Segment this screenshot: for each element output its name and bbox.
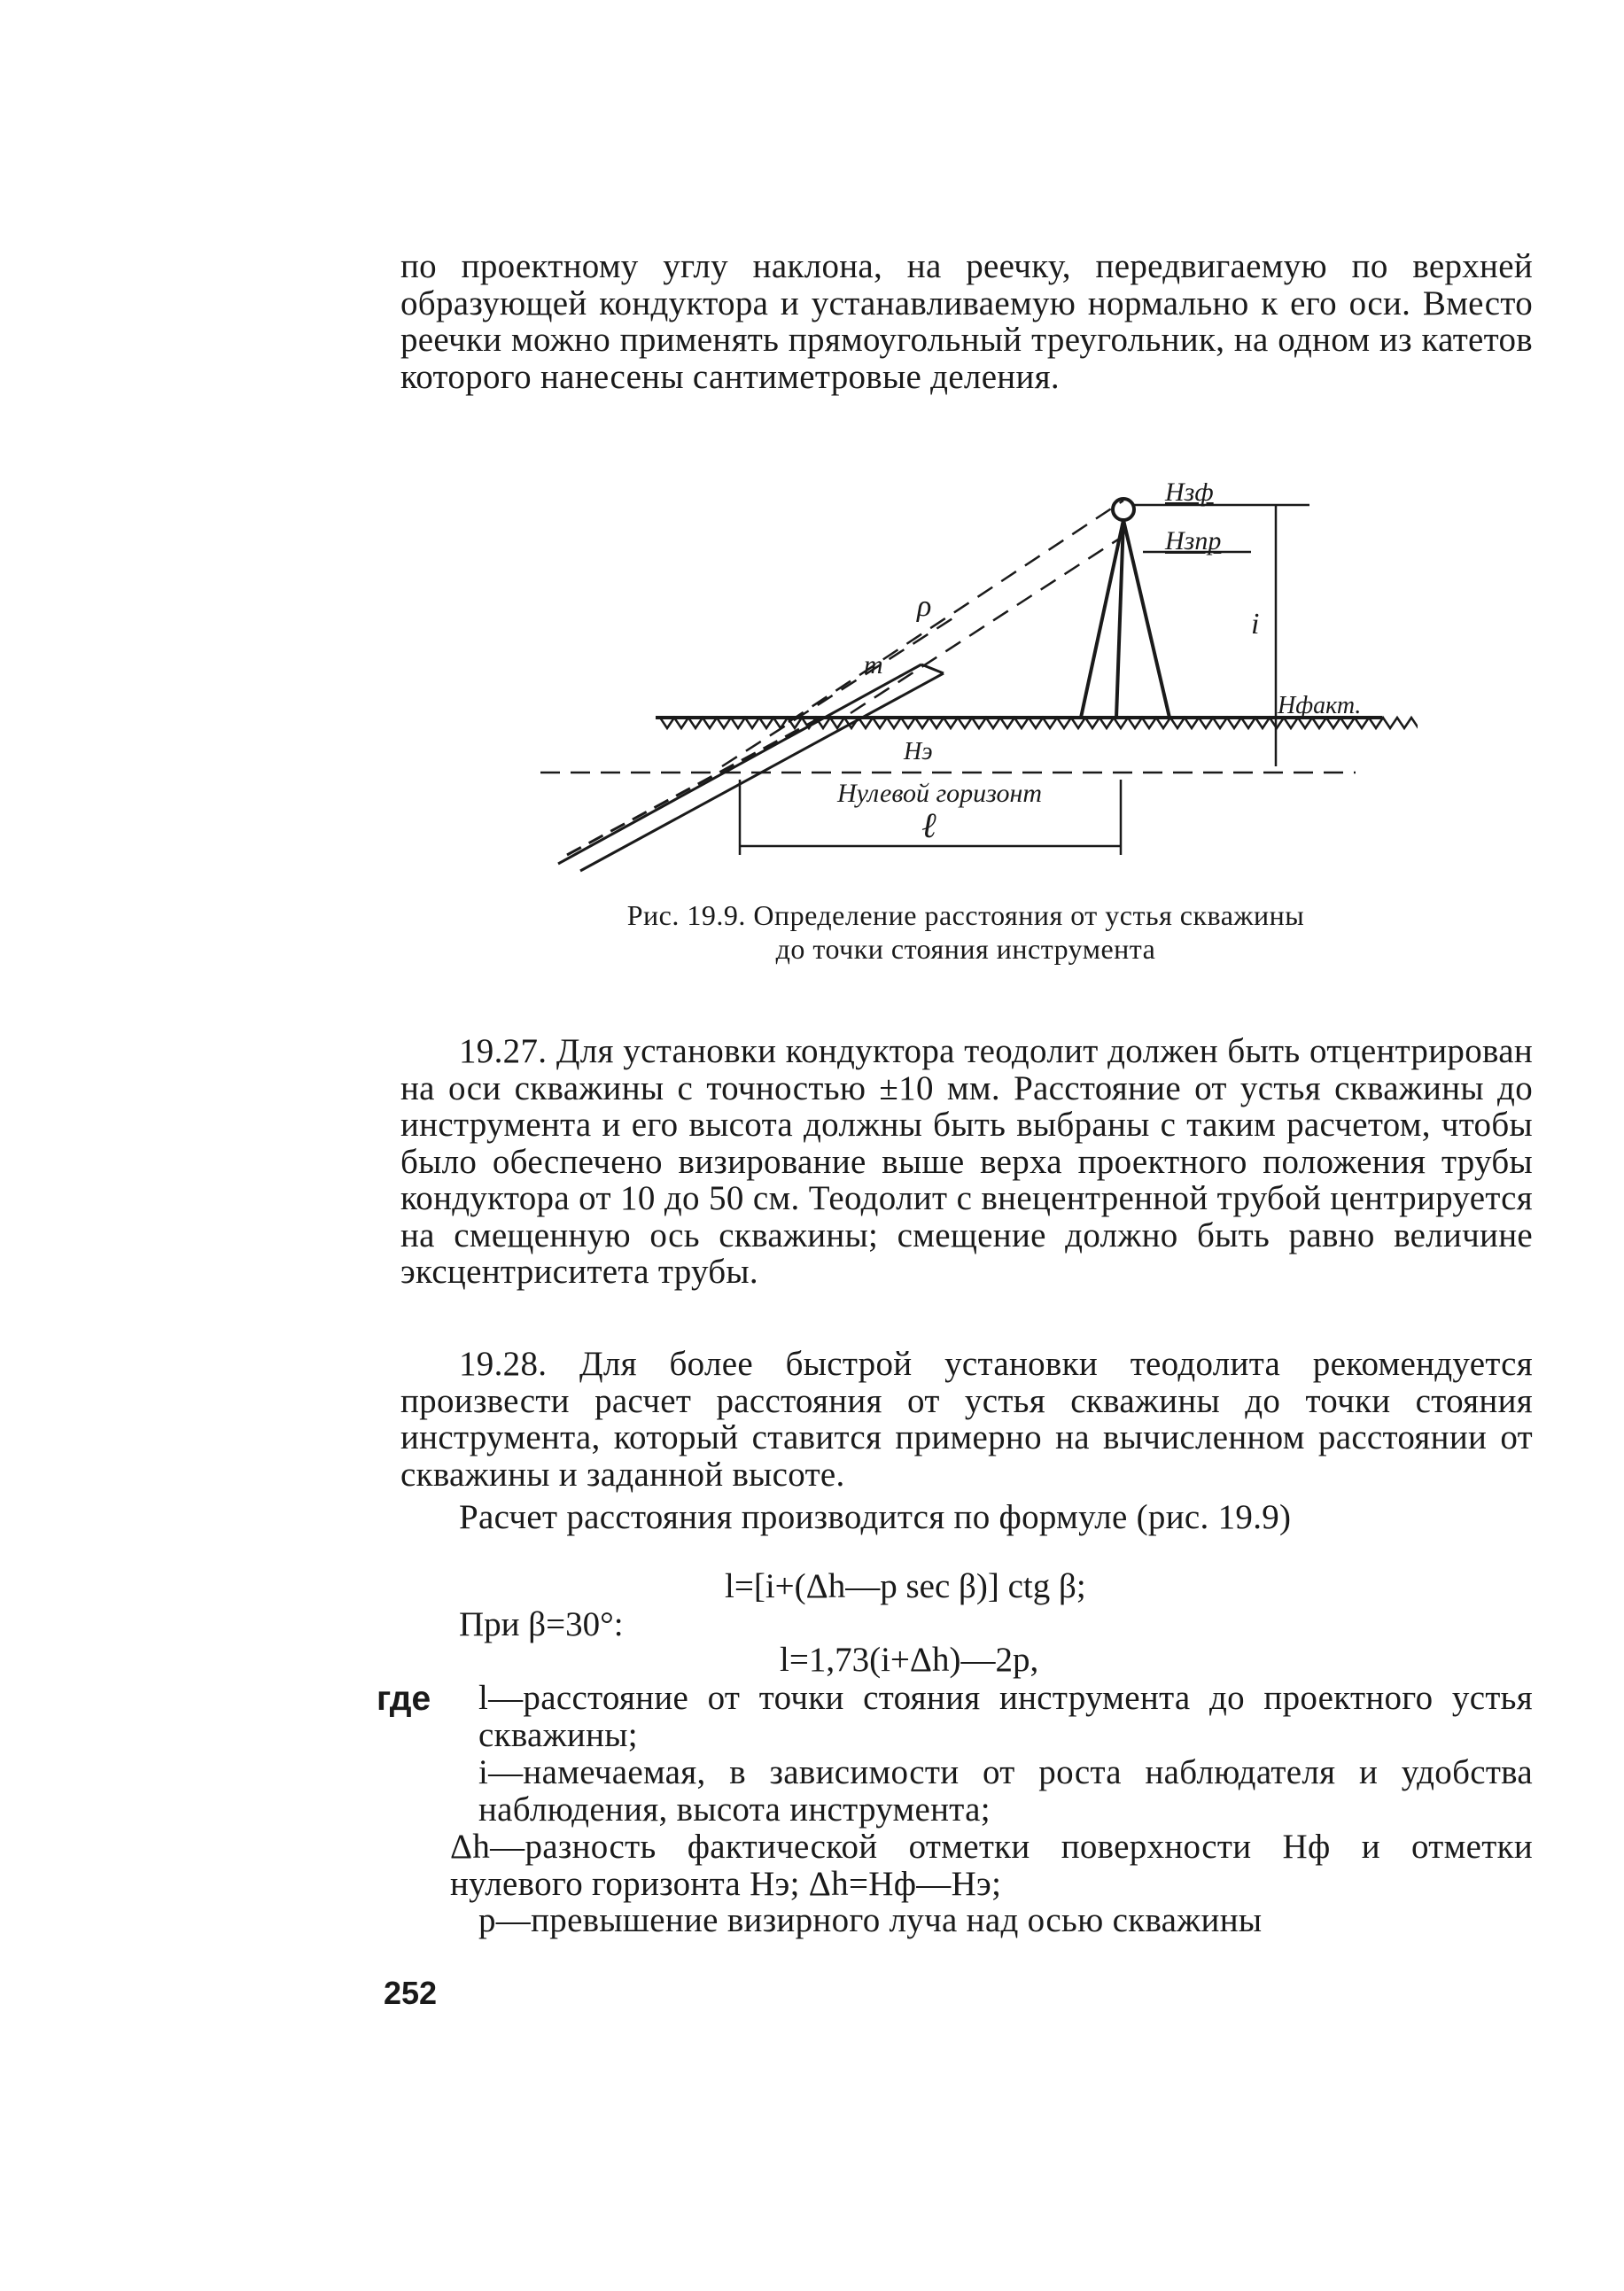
paragraph-19-28: 19.28. Для более быстрой установки теодолита рекомендуется произвести расчет расстояния от устья скважины до точки стояния инструмента, который ставится примерно на вычисленном расстоянии от скважины и заданной высоте. — [400, 1345, 1533, 1494]
definition-l: l—расстояние от точки стояния инструмента до проектного устья скважины; — [478, 1679, 1533, 1754]
page-number: 252 — [384, 1975, 438, 2011]
figure-caption — [443, 898, 1488, 966]
label-h-zpr: Hзпр — [1165, 526, 1222, 555]
definition-i: i—намечаемая, в зависимости от роста наблюдателя и удобства наблюдения, высота инструмента; — [478, 1753, 1533, 1829]
where-label: где — [377, 1680, 431, 1718]
beta-condition: При β=30°: — [459, 1605, 624, 1643]
definition-p: p—превышение визирного луча над осью скважины — [478, 1901, 1263, 1939]
definition-delta-h: Δh—разность фактической отметки поверхности Hф и отметки нулевого горизонта Hэ; Δh=Hф—Hэ; — [450, 1828, 1533, 1903]
label-h-zf: Hзф — [1165, 483, 1214, 507]
label-m: m — [864, 650, 883, 680]
calculation-intro: Расчет расстояния производится по формуле (рис. 19.9) — [459, 1498, 1292, 1536]
theodolite — [1081, 499, 1169, 718]
label-h-e: Hэ — [904, 738, 933, 765]
figure-19-9 — [532, 483, 1418, 873]
caption-line-1: Рис. 19.9. Определение расстояния от устья скважины — [626, 899, 1305, 931]
formula-beta-30: l=1,73(i+Δh)—2p, — [780, 1641, 1039, 1679]
paragraph-19-27: 19.27. Для установки кондуктора теодолит должен быть отцентрирован на оси скважины с точностью ±10 мм. Расстояние от устья скважины до инструмента и его высота должны быть выбраны с таким расчетом, чтобы было обеспечено визирование выше верха проектного положения трубы кондуктора от 10 до 50 см. Теодолит с внецентренной трубой центрируется на смещенную ось скважины; смещение должно быть равно величине эксцентриситета трубы. — [400, 1032, 1533, 1291]
label-zero-horizon: Нулевой горизонт — [837, 779, 1043, 808]
caption-line-2: до точки стояния инструмента — [775, 933, 1156, 965]
intro-paragraph: по проектному углу наклона, на реечку, передвигаемую по верхней образующей кондуктора и устанавливаемую нормально к его оси. Вместо реечки можно применять прямоугольный треугольник, на одном из катетов которого нанесены сантиметровые деления. — [400, 247, 1533, 396]
formula-general: l=[i+(Δh—p sec β)] ctg β; — [725, 1567, 1086, 1605]
label-rho: ρ — [917, 590, 932, 623]
label-h-fakt: Hфакт. — [1278, 692, 1362, 719]
label-l: ℓ — [921, 805, 936, 845]
label-i: i — [1251, 608, 1260, 641]
borehole-pipe — [558, 664, 944, 871]
